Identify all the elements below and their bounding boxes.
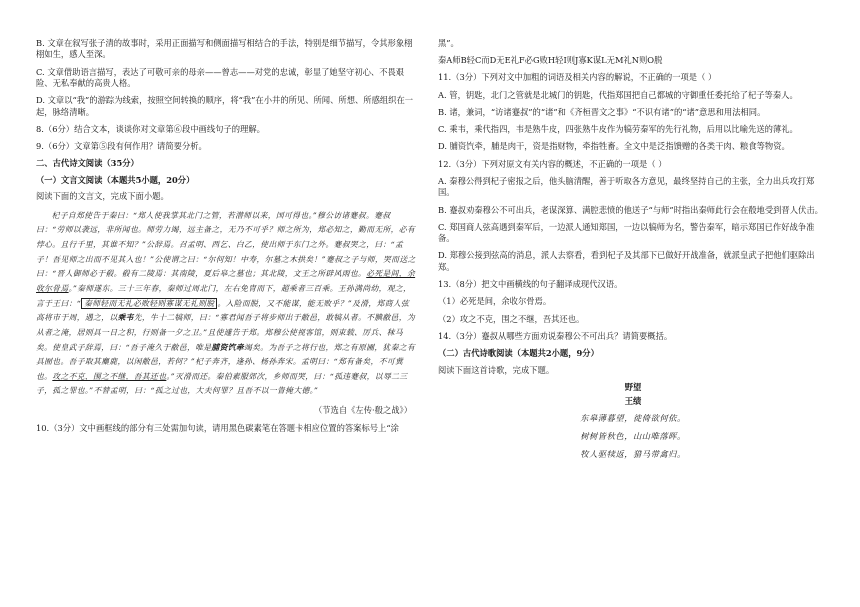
question-9: 9.（6分）文章第⑤段有何作用？请简要分析。 (36, 141, 207, 152)
boxed-sentence: 秦师轻而无礼必败轻则寡谋无礼则脱 (81, 298, 217, 309)
subsection-heading-classical: （一）文言文阅读（本题共5小题，20分） (36, 174, 195, 185)
option-c: C. 文章借助语言描写，表达了可敬可亲的母亲——曾志——对党的忠诚，彰显了她坚守初心、不畏艰险、无私奉献的高贵人格。 (36, 66, 405, 89)
question-14: 14.（3分）蹇叔从哪些方面劝说秦穆公不可出兵？请简要概括。 (438, 330, 673, 341)
passage-text: 杞子自郑使告于秦曰：“郑人使我掌其北门之管，若潜师以来，国可得也。”穆公访诸蹇叔。蹇叔曰：“劳师以袭远，非所闻也。师劳力竭，远主备之，无乃不可乎？师之所为，郑必知之，勤而无所，必有悖心。且行千里，其谁不知？”公辞焉。召孟明、西乞、白乙，使出师于东门之外。蹇叔哭之，曰：“孟子！吾见师之出而不见其入也！”公使谓之曰：“尔何知！中寿，尔墓之木拱矣！”蹇叔之子与师，哭而送之曰：“晋人御师必于殽。殽有二陵焉：其南陵，夏后皋之墓也；其北陵，文王之所辟风雨也。 (36, 210, 416, 279)
section-heading-ancient: 二、古代诗文阅读（35分） (36, 158, 139, 169)
passage-text: 竭矣。为吾子之将行也，郑之有原圃，犹秦之有具囿也。吾子取其麋鹿，以闲敝邑，若何？”杞子奔齐，逢孙、杨孙奔宋。孟明曰：“郑有备矣，不可冀也。 (36, 342, 416, 381)
question-8: 8.（6分）结合文本，谈谈你对文章第⑥段中画线句子的理解。 (36, 124, 265, 135)
q11-option-b: B. 诸，兼词，“访诸蹇叔”的“诸”和《齐桓晋文之事》“不识有诸”的“诸”意思和用法相同。 (438, 106, 766, 117)
q12-option-b: B. 蹇叔劝秦穆公不可出兵，老谋深算、满腔悲愤的他送子“与师”时指出秦师此行会在殽地受到晋人伏击。 (438, 204, 823, 215)
question-12: 12.（3分）下列对原文有关内容的概述，不正确的一项是（ ） (438, 158, 667, 169)
passage-text: 。”灭滑而还。秦伯素服郊次，乡师而哭，曰：“孤违蹇叔，以辱二三子，孤之罪也。”不替孟明，曰：“孤之过也，大夫何罪？且吾不以一眚掩大德。” (36, 371, 408, 396)
question-10-continued: 黑”。 (438, 38, 459, 48)
question-10-sequence: 秦A师B轻C而D无E礼F必G败H轻I则J寡K谋L无M礼N则O脱 (438, 55, 663, 66)
q12-option-a: A. 秦穆公得到杞子密报之后，他头脑清醒，善于听取各方意见，最终坚持自己的主张，全力出兵攻打郑国。 (438, 175, 815, 198)
q13-part-1: （1）必死是间，余收尔骨焉。 (438, 296, 552, 307)
poem-line: 树树皆秋色，山山唯落晖。 (580, 431, 686, 442)
q11-option-c: C. 乘韦，乘代指四，韦是熟牛皮，四张熟牛皮作为犒劳秦军的先行礼物，后用以比喻先送的薄礼。 (438, 124, 798, 135)
q13-part-2: （2）攻之不克，围之不继，吾其还也。 (438, 313, 585, 324)
subsection-heading-poetry: （二）古代诗歌阅读（本题共2小题，9分） (438, 348, 599, 359)
option-b: B. 文章在叙写张子清的故事时，采用正面描写和侧面描写相结合的手法，特别是细节描写，令其形象栩栩如生，感人至深。 (36, 38, 413, 60)
option-d: D. 文章以“我”的游踪为线索，按照空间转换的顺序，将“我”在小井的所见、所闻、所想、所感组织在一起，脉络清晰。 (36, 95, 414, 117)
bold-term-chengwei: 乘韦 (117, 313, 134, 323)
q11-option-d: D. 脯资饩牵，脯是肉干，资是指财物，牵指牲畜。全文中是泛指馈赠的各类干肉、粮食等物资。 (438, 141, 790, 152)
underlined-sentence-2: 攻之不克，围之不继，吾其还也 (52, 371, 167, 381)
right-column (438, 38, 828, 468)
poem-title: 野望 (624, 381, 642, 392)
q12-option-d: D. 郑穆公接到弦高的消息，派人去察看，看到杞子及其部下已做好开战准备，就派皇武子把他们驱除出郑。 (438, 250, 815, 272)
passage-source: （节选自《左传·殽之战》） (313, 405, 412, 416)
bold-term-fuzixiqian: 脯资饩牵 (211, 342, 245, 352)
reading-instruction: 阅读下面的文言文，完成下面小题。 (36, 191, 169, 202)
left-column (36, 38, 416, 440)
classical-passage (36, 209, 416, 400)
passage-text: 。入险而脱，又不能谋，能无败乎？”及滑，郑商人弦高将市于周，遇之，以 (36, 298, 410, 323)
passage-text: 先，牛十二犒师，曰：“寡君闻吾子将步师出于敝邑，敢犒从者。不腆敝邑，为从者之淹，居则具一日之积，行则备一夕之卫。”且使遽告于郑。郑穆公使视客馆，则束载、厉兵、秣马矣。使皇武子辞焉，曰：“吾子淹久于敝邑，唯是 (36, 313, 416, 352)
poem-line: 东皋薄暮望，徙倚欲何依。 (580, 412, 686, 423)
q11-option-a: A. 管，钥匙，北门之管就是北城门的钥匙，代指郑国把自己都城的守御重任委托给了杞子等秦人。 (438, 89, 798, 100)
question-11: 11.（3分）下列对文中加粗的词语及相关内容的解说，不正确的一项是（ ） (438, 72, 717, 83)
underlined-sentence-1: 必死是间，余收尔骨焉 (36, 269, 416, 293)
passage-text: 。”秦师遂东。三十三年春，秦师过周北门，左右免胄而下，超乘者三百乘。王孙满尚幼，观之，言于王曰：“ (36, 283, 412, 308)
question-10: 10.（3分）文中画框线的部分有三处需加句读，请用黑色碳素笔在答题卡相应位置的答案标号上“涂 (36, 422, 399, 433)
poem-author: 王绩 (624, 396, 642, 407)
question-13: 13.（8分）把文中画横线的句子翻译成现代汉语。 (438, 279, 623, 290)
q12-option-c: C. 郑国商人弦高遇到秦军后，一边派人通知郑国，一边以犒师为名，警告秦军，暗示郑国已作好战争准备。 (438, 221, 815, 244)
poetry-instruction: 阅读下面这首诗歌，完成下题。 (438, 364, 555, 375)
poem-line: 牧人驱犊返，猎马带禽归。 (580, 449, 686, 460)
